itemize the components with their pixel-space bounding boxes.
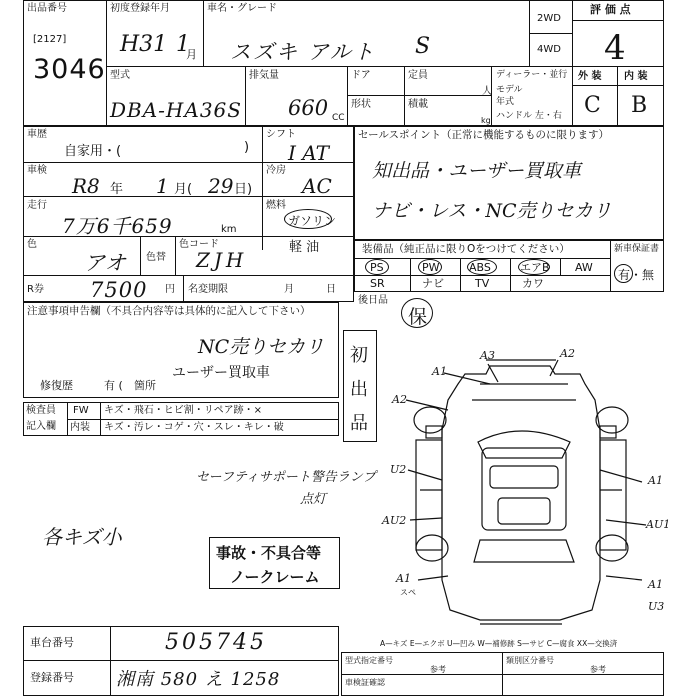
fuel-gas: ガソリン bbox=[288, 214, 337, 228]
warranty-label: 新車保証書 bbox=[614, 244, 660, 254]
warranty-circle bbox=[614, 264, 633, 283]
car-name-label: 車名・グレード bbox=[207, 3, 277, 14]
capacity-label: 定員 bbox=[408, 70, 428, 81]
inspection-month-unit: 月( bbox=[174, 182, 193, 197]
scratch-note: 各キズ小 bbox=[42, 525, 122, 549]
damage-u2: U2 bbox=[390, 463, 407, 476]
first-listing-char2: 出 bbox=[350, 379, 368, 400]
shift-label: シフト bbox=[266, 129, 296, 140]
chassis-value: 505745 bbox=[165, 630, 267, 655]
damage-a1-bl: A1 bbox=[396, 572, 411, 585]
footer-ref1: 参考 bbox=[430, 665, 446, 674]
dealer-line1: ディーラー・並行 bbox=[496, 70, 568, 80]
inspection-year-unit: 年 bbox=[110, 182, 124, 197]
door-label: ドア bbox=[351, 70, 371, 81]
car-grade: S bbox=[415, 34, 431, 59]
damage-u3-br: U3 bbox=[648, 600, 665, 613]
inspection-day-unit: 日) bbox=[234, 182, 253, 197]
first-reg-label: 初度登録年月 bbox=[110, 3, 170, 14]
damage-legend: A—キズ E—エクボ U—凹み W—補修跡 S—サビ C—腐食 XX—交換済 bbox=[380, 639, 618, 648]
equip-ps: PS bbox=[370, 261, 384, 274]
equip-pw: PW bbox=[422, 261, 440, 274]
footer-model-no-label: 型式指定番号 bbox=[345, 656, 393, 665]
usage-label: 車歴 bbox=[27, 129, 47, 140]
mileage-unit: km bbox=[221, 224, 237, 235]
color-value: アオ bbox=[84, 251, 126, 275]
inspector-in-label: 内装 bbox=[70, 422, 90, 433]
later-circle bbox=[401, 298, 433, 328]
claim-line1: 事故・不具合等 bbox=[216, 544, 322, 562]
repair-value: 有 ( bbox=[104, 379, 123, 392]
color-code: ZJH bbox=[196, 248, 248, 272]
dealer-line4: ハンドル 左・右 bbox=[496, 111, 562, 121]
damage-au1-r: AU1 bbox=[646, 518, 671, 531]
damage-a1-r1: A1 bbox=[648, 474, 663, 487]
usage-value: 自家用・( bbox=[64, 144, 122, 159]
later-value: 保 bbox=[408, 306, 428, 328]
eval-score: 4 bbox=[604, 28, 626, 68]
dealer-line3: 年式 bbox=[496, 97, 515, 107]
fuel-label: 燃料 bbox=[266, 200, 286, 211]
sales-point-line2: ナビ・レス・NC売りセカリ bbox=[372, 200, 612, 222]
mileage-label: 走行 bbox=[27, 200, 47, 211]
cooler-label: 冷房 bbox=[266, 165, 286, 176]
damage-au2: AU2 bbox=[382, 514, 407, 527]
cooler-value: AC bbox=[302, 174, 332, 198]
capacity-unit: 人 bbox=[482, 86, 492, 97]
lot-sub: [2127] bbox=[33, 34, 67, 45]
shape-label: 形状 bbox=[351, 99, 371, 110]
equip-tv: TV bbox=[475, 277, 490, 290]
eval-int-label: 内 装 bbox=[624, 71, 648, 82]
displacement-value: 660 bbox=[288, 96, 329, 120]
dealer-line2: モデル bbox=[496, 85, 523, 95]
first-listing-char1: 初 bbox=[350, 345, 368, 366]
inspection-label: 車検 bbox=[27, 165, 47, 176]
equip-aw: AW bbox=[575, 261, 593, 274]
claim-line2: ノークレーム bbox=[230, 568, 320, 586]
inspector-label1: 検査員 bbox=[26, 405, 56, 416]
footer-ref2: 参考 bbox=[590, 665, 606, 674]
load-label: 積載 bbox=[408, 99, 428, 110]
inspection-month: 1 bbox=[156, 174, 169, 198]
fuel-circle bbox=[284, 209, 332, 229]
warranty-value: 有・無 bbox=[618, 268, 655, 282]
recycle-value: 7500 bbox=[90, 278, 148, 302]
inspector-in-items: キズ・汚レ・コゲ・穴・スレ・キレ・破 bbox=[104, 422, 284, 433]
color-code-label: 色コード bbox=[179, 239, 219, 250]
repair-label: 修復歴 bbox=[40, 379, 73, 392]
mileage-value: 7万6千659 bbox=[62, 214, 173, 238]
inspection-year: R8 bbox=[72, 174, 100, 198]
sales-point-label: セールスポイント（正常に機能するものに限ります） bbox=[358, 129, 610, 141]
damage-a1-tl: A1 bbox=[432, 365, 447, 378]
displacement-label: 排気量 bbox=[249, 70, 279, 81]
footer-inspect-label: 車検証確認 bbox=[345, 678, 385, 687]
lot-label: 出品番号 bbox=[27, 3, 67, 14]
inspector-comment-line2: 点灯 bbox=[300, 492, 327, 507]
damage-spare-note: スペ bbox=[400, 588, 416, 597]
recycle-unit: 円 bbox=[165, 284, 175, 295]
eval-int: B bbox=[631, 93, 648, 118]
eval-label: 評 価 点 bbox=[590, 3, 631, 16]
sales-point-line1: 知出品・ユーザー買取車 bbox=[372, 160, 582, 182]
equip-ps-circle bbox=[365, 259, 389, 275]
footer-cat-no-label: 類別区分番号 bbox=[506, 656, 554, 665]
chassis-label: 車台番号 bbox=[30, 636, 74, 649]
inspection-day: 29 bbox=[208, 174, 234, 198]
equip-abs: ABS bbox=[469, 261, 491, 274]
damage-a1-r2: A1 bbox=[648, 578, 663, 591]
car-name-value: スズキ アルト bbox=[230, 40, 376, 64]
damage-a2-left: A2 bbox=[392, 393, 407, 406]
equip-abs-circle bbox=[467, 259, 497, 275]
first-reg-month: 1 bbox=[176, 32, 190, 57]
color-label: 色 bbox=[27, 239, 37, 250]
name-change-label: 名変期限 bbox=[188, 284, 228, 295]
damage-a2-top: A2 bbox=[560, 347, 575, 360]
damage-a3-top: A3 bbox=[480, 349, 495, 362]
equip-airbag: エアB bbox=[520, 261, 550, 274]
lot-number: 3046 bbox=[33, 54, 106, 85]
name-change-day: 日 bbox=[326, 284, 336, 295]
equip-airbag-circle bbox=[518, 259, 550, 275]
inspector-fw-label: FW bbox=[73, 405, 89, 416]
load-unit: kg bbox=[481, 116, 491, 125]
later-label: 後日品 bbox=[358, 295, 388, 306]
name-change-month: 月 bbox=[284, 284, 294, 295]
model-value: DBA-HA36S bbox=[110, 98, 242, 122]
shift-value: I AT bbox=[288, 141, 329, 165]
eval-ext: C bbox=[584, 93, 601, 118]
equipment-label: 装備品（純正品に限りOをつけてください） bbox=[362, 243, 570, 255]
inspector-label2: 記入欄 bbox=[26, 421, 56, 432]
repair-part: 箇所 bbox=[134, 379, 156, 392]
equip-leather: カワ bbox=[522, 277, 544, 290]
equip-sr: SR bbox=[370, 277, 385, 290]
eval-ext-label: 外 装 bbox=[578, 71, 602, 82]
car-damage-diagram bbox=[380, 340, 670, 630]
usage-close: ) bbox=[244, 140, 250, 155]
notes-label: 注意事項申告欄（不具合内容等は具体的に記入して下さい） bbox=[27, 305, 311, 317]
notes-line2: ユーザー買取車 bbox=[172, 365, 270, 381]
equip-pw-circle bbox=[418, 259, 442, 275]
fuel-diesel: 軽 油 bbox=[289, 240, 320, 255]
first-reg-year: H31 bbox=[120, 32, 168, 57]
inspector-fw-items: キズ・飛石・ヒビ割・リペア跡・× bbox=[104, 405, 262, 416]
drive-4wd: 4WD bbox=[537, 44, 561, 55]
first-reg-month-unit: 月 bbox=[186, 48, 197, 61]
registration-label: 登録番号 bbox=[30, 671, 74, 684]
drive-2wd: 2WD bbox=[537, 13, 561, 24]
color-change-label: 色替 bbox=[146, 252, 166, 263]
registration-value: 湘南 580 え 1258 bbox=[116, 669, 281, 690]
recycle-label: R券 bbox=[27, 284, 44, 295]
inspector-comment-line1: セーフティサポート警告ランプ bbox=[196, 470, 376, 485]
notes-line1: NC売りセカリ bbox=[198, 336, 325, 358]
first-listing-char3: 品 bbox=[350, 413, 368, 434]
displacement-unit: CC bbox=[332, 113, 345, 123]
model-label: 型式 bbox=[110, 70, 130, 81]
equip-navi: ナビ bbox=[422, 277, 444, 290]
